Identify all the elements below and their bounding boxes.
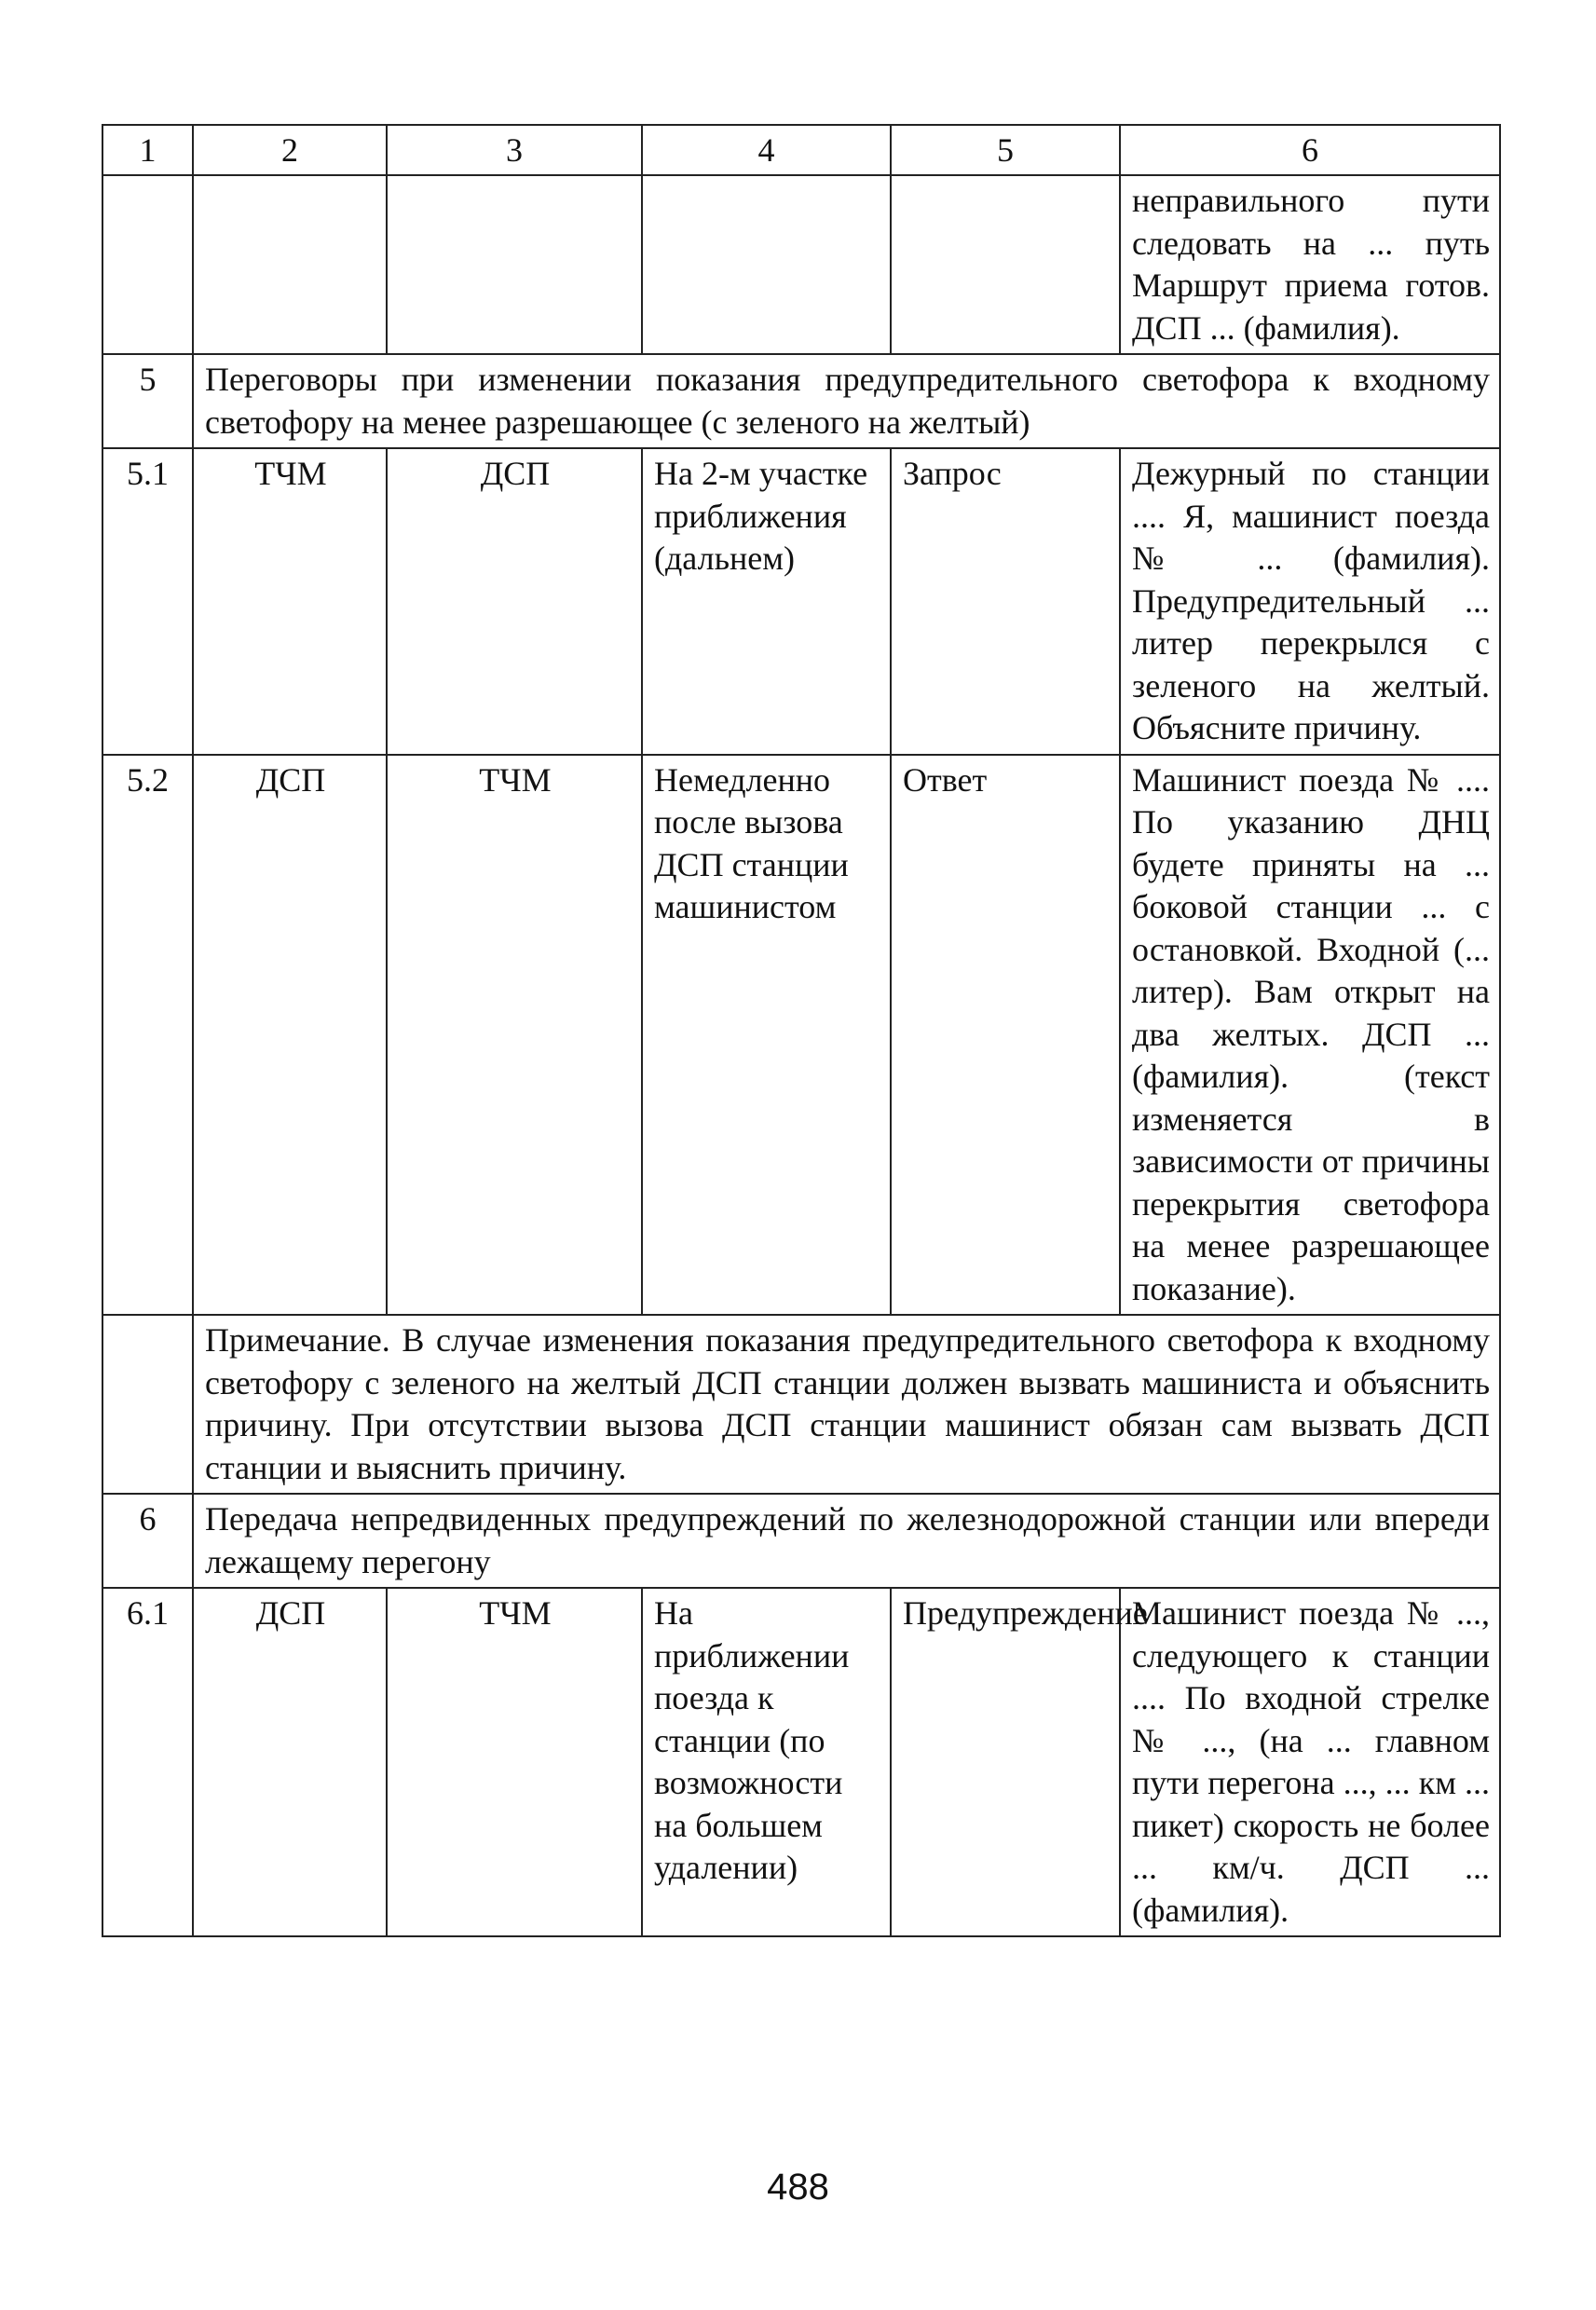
continuation-row <box>102 175 1500 354</box>
table-row-6-1 <box>102 1588 1500 1936</box>
continuation-text: неправильного пути следовать на ... путь Маршрут приема готов. ДСП ... (фамилия). <box>1120 175 1500 354</box>
header-cell-3: 3 <box>387 125 642 175</box>
recipient-cell: ТЧМ <box>387 755 642 1316</box>
negotiation-table <box>102 124 1501 1937</box>
timing-cell: На приближении поезда к станции (по возможности на большем удалении) <box>642 1588 891 1936</box>
message-text-cell: Машинист поезда № .... По указанию ДНЦ будете приняты на ... боковой станции ... с остановкой. Входной (... литер). Вам открыт на два желтых. ДСП ... (фамилия). (текст изменяется в зависимости от причины перекрытия светофора на менее разрешающее показание). <box>1120 755 1500 1316</box>
header-cell-4: 4 <box>642 125 891 175</box>
recipient-cell: ТЧМ <box>387 1588 642 1936</box>
empty-cell <box>193 175 387 354</box>
timing-cell: Немедленно после вызова ДСП станции машинистом <box>642 755 891 1316</box>
note-text: Примечание. В случае изменения показания предупредительного светофора к входному светофору с зеленого на желтый ДСП станции должен вызвать машиниста и объяснить причину. При отсутствии вызова ДСП станции машинист обязан сам вызвать ДСП станции и выяснить причину. <box>193 1315 1500 1494</box>
header-row <box>102 125 1500 175</box>
header-cell-6: 6 <box>1120 125 1500 175</box>
message-type-cell: Предупреждение <box>891 1588 1120 1936</box>
empty-cell <box>891 175 1120 354</box>
row-number: 5.1 <box>102 448 193 755</box>
page-number: 488 <box>767 2166 829 2207</box>
row-number: 5.2 <box>102 755 193 1316</box>
row-number: 6.1 <box>102 1588 193 1936</box>
message-text-cell: Машинист поезда № ..., следующего к станции .... По входной стрелке № ..., (на ... главном пути перегона ..., ... км ... пикет) скорость не более ... км/ч. ДСП ... (фамилия). <box>1120 1588 1500 1936</box>
section-number: 6 <box>102 1494 193 1588</box>
initiator-cell: ДСП <box>193 1588 387 1936</box>
section-title: Переговоры при изменении показания предупредительного светофора к входному светофору на менее разрешающее (с зеленого на желтый) <box>193 354 1500 448</box>
timing-cell: На 2-м участке приближения (дальнем) <box>642 448 891 755</box>
initiator-cell: ДСП <box>193 755 387 1316</box>
header-cell-5: 5 <box>891 125 1120 175</box>
empty-cell <box>102 175 193 354</box>
note-row <box>102 1315 1500 1494</box>
message-text-cell: Дежурный по станции .... Я, машинист поезда № ... (фамилия). Предупредительный ... литер перекрылся с зеленого на желтый. Объясните причину. <box>1120 448 1500 755</box>
table-row-5-1 <box>102 448 1500 755</box>
section-row-5 <box>102 354 1500 448</box>
section-title: Передача непредвиденных предупреждений по железнодорожной станции или впереди лежащему перегону <box>193 1494 1500 1588</box>
section-number: 5 <box>102 354 193 448</box>
table-row-5-2 <box>102 755 1500 1316</box>
initiator-cell: ТЧМ <box>193 448 387 755</box>
empty-cell <box>387 175 642 354</box>
empty-cell <box>642 175 891 354</box>
header-cell-1: 1 <box>102 125 193 175</box>
message-type-cell: Запрос <box>891 448 1120 755</box>
message-type-cell: Ответ <box>891 755 1120 1316</box>
recipient-cell: ДСП <box>387 448 642 755</box>
empty-cell <box>102 1315 193 1494</box>
section-row-6 <box>102 1494 1500 1588</box>
header-cell-2: 2 <box>193 125 387 175</box>
